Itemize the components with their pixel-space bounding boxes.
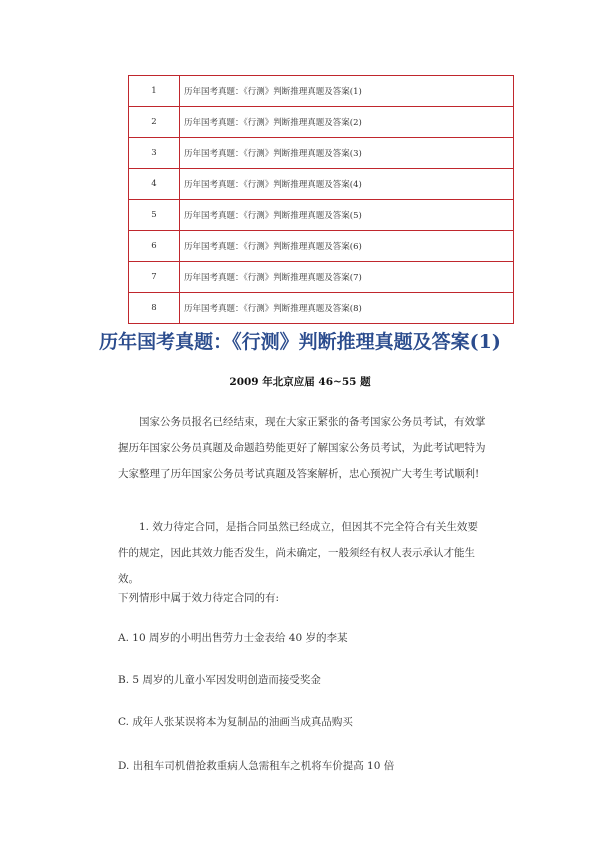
toc-row-link[interactable]: 历年国考真题：《行测》判断推理真题及答案(7) xyxy=(180,262,514,293)
toc-row-number: 3 xyxy=(129,138,180,169)
question-prompt: 下列情形中属于效力待定合同的有: xyxy=(118,592,280,604)
toc-table xyxy=(128,75,514,324)
toc-row-link[interactable]: 历年国考真题：《行测》判断推理真题及答案(8) xyxy=(180,293,514,324)
toc-row[interactable] xyxy=(129,76,514,107)
toc-row[interactable] xyxy=(129,200,514,231)
toc-row-link[interactable]: 历年国考真题：《行测》判断推理真题及答案(5) xyxy=(180,200,514,231)
option-b: B. 5 周岁的儿童小军因发明创造而接受奖金 xyxy=(118,674,321,686)
toc-row-number: 6 xyxy=(129,231,180,262)
toc-row-link[interactable]: 历年国考真题：《行测》判断推理真题及答案(4) xyxy=(180,169,514,200)
article-subtitle: 2009 年北京应届 46~55 题 xyxy=(229,376,371,388)
toc-row[interactable] xyxy=(129,262,514,293)
toc-row-link[interactable]: 历年国考真题：《行测》判断推理真题及答案(2) xyxy=(180,107,514,138)
toc-row-number: 8 xyxy=(129,293,180,324)
toc-row[interactable] xyxy=(129,169,514,200)
toc-row-number: 7 xyxy=(129,262,180,293)
toc-row-number: 4 xyxy=(129,169,180,200)
toc-row-link[interactable]: 历年国考真题：《行测》判断推理真题及答案(6) xyxy=(180,231,514,262)
option-c: C. 成年人张某误将本为复制品的油画当成真品购买 xyxy=(118,716,353,728)
toc-row[interactable] xyxy=(129,107,514,138)
toc-row-link[interactable]: 历年国考真题：《行测》判断推理真题及答案(1) xyxy=(180,76,514,107)
toc-row[interactable] xyxy=(129,231,514,262)
toc-row-number: 5 xyxy=(129,200,180,231)
option-d: D. 出租车司机借抢救重病人急需租车之机将车价提高 10 倍 xyxy=(118,760,395,772)
question-stem: 1. 效力待定合同，是指合同虽然已经成立，但因其不完全符合有关生效要件的规定，因此其效力能否发生，尚未确定，一般须经有权人表示承认才能生效。 xyxy=(118,521,478,585)
intro-paragraph: 国家公务员报名已经结束，现在大家正紧张的备考国家公务员考试，有效掌握历年国家公务员真题及命题趋势能更好了解国家公务员考试，为此考试吧特为大家整理了历年国家公务员考试真题及答案解析，忠心预祝广大考生考试顺利! xyxy=(118,416,486,480)
option-a: A. 10 周岁的小明出售劳力士金表给 40 岁的李某 xyxy=(118,632,348,644)
toc-row-link[interactable]: 历年国考真题：《行测》判断推理真题及答案(3) xyxy=(180,138,514,169)
toc-row-number: 2 xyxy=(129,107,180,138)
article-title: 历年国考真题：《行测》判断推理真题及答案(1) xyxy=(99,331,501,353)
toc-row-number: 1 xyxy=(129,76,180,107)
toc-row[interactable] xyxy=(129,138,514,169)
toc-row[interactable] xyxy=(129,293,514,324)
